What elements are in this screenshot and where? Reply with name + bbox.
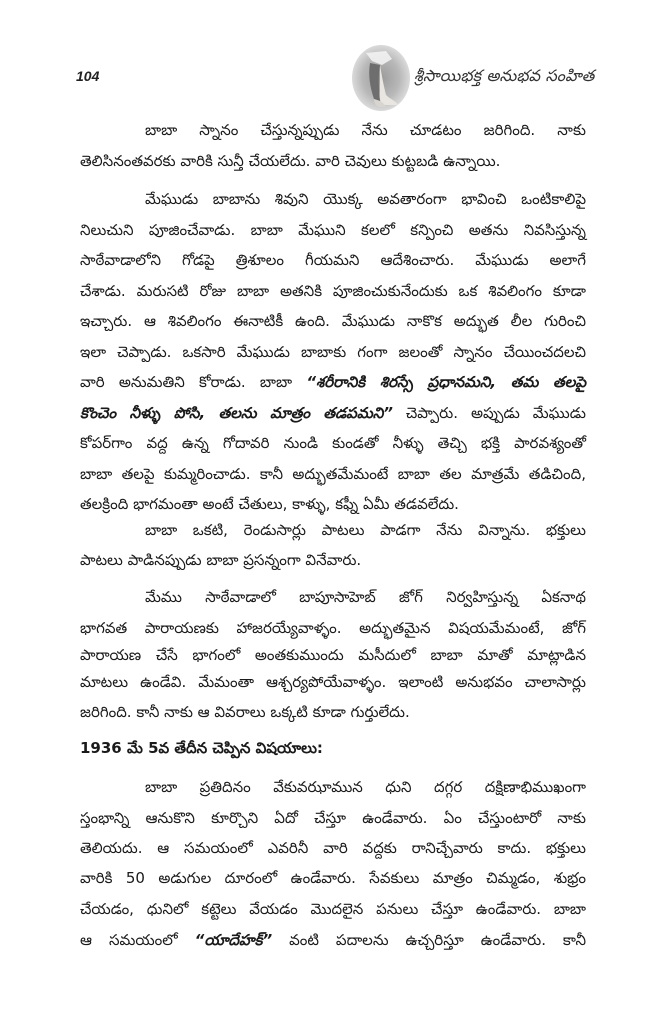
text-line: తెలిసినంతవరకు వారికి సున్తీ చేయలేదు. వారి చెవులు కుట్టబడి ఉన్నాయి.	[80, 152, 501, 170]
text-line: బాబా తలపై కుమ్మరించాడు. కానీ అద్భుతమేమంటే బాబా తల మాత్రమే తడిచింది,	[80, 465, 586, 483]
text-line: భాగవత పారాయణకు హాజరయ్యేవాళ్ళం. అద్భుతమైన విషయమేమంటే, జోగ్	[80, 619, 586, 637]
text-line: మేఘుడు బాబాను శివుని యొక్క అవతారంగా భావించి ఒంటికాలిపై	[145, 190, 586, 208]
text-line: తలక్రింది భాగమంతా అంటే చేతులు, కాళ్ళు, కఫ్నీ ఏమీ తడవలేదు.	[80, 495, 459, 513]
running-title: శ్రీసాయిభక్త అనుభవ సంహిత	[414, 66, 595, 85]
text-line: జరిగింది. కానీ నాకు ఆ వివరాలు ఒక్కటి కూడా గుర్తులేదు.	[80, 703, 410, 721]
text-segment: చెప్పారు. అప్పుడు మేఘుడు	[405, 404, 586, 422]
section-heading: 1936 మే 5వ తేదీన చెప్పిన విషయాలు:	[80, 739, 323, 757]
text-line: సాఠేవాడాలోని గోడపై త్రిశూలం గీయమని ఆదేశించారు. మేఘుడు అలాగే	[80, 251, 586, 269]
text-line: మాటలు ఉండేవి. మేమంతా ఆశ్చర్యపోయేవాళ్ళం. ఇలాంటి అనుభవం చాలాసార్లు	[80, 673, 586, 691]
text-line: ఇలా చెప్పాడు. ఒకసారి మేఘుడు బాబాకు గంగా జలంతో స్నానం చేయించదలచి	[80, 343, 586, 361]
text-line: చేయడం, ధునిలో కట్టెలు వేయడం మొదలైన పనులు చేస్తూ ఉండేవారు. బాబా	[80, 900, 586, 918]
text-line: బాబా ఒకటి, రెండుసార్లు పాటలు పాడగా నేను విన్నాను. భక్తులు	[145, 521, 586, 539]
text-line: మేము సాఠేవాడాలో బాపూసాహెబ్ జోగ్ నిర్వహిస్తున్న ఏకనాథ	[145, 588, 586, 606]
text-line: వారికి 50 అడుగుల దూరంలో ఉండేవారు. సేవకులు మాత్రం చిమ్మడం, శుభ్రం	[80, 869, 586, 887]
text-line: పాటలు పాడినప్పుడు బాబా ప్రసన్నంగా వినేవారు.	[80, 551, 362, 569]
text-line	[80, 403, 586, 423]
text-line: ఇచ్చారు. ఆ శివలింగం ఈనాటికీ ఉంది. మేఘుడు నాకొక అద్భుత లీల గురించి	[80, 312, 586, 330]
text-line: చేశాడు. మరుసటి రోజు బాబా అతనికి పూజించుకునేందుకు ఒక శివలింగం కూడా	[80, 282, 586, 300]
quote-text: “యాదేహక్”	[194, 931, 273, 949]
text-line: తెలియదు. ఆ సమయంలో ఎవరినీ వారి వద్దకు రానిచ్చేవారు కాదు. భక్తులు	[80, 839, 586, 857]
text-line: స్తంభాన్ని ఆనుకొని కూర్చొని ఏదో చేస్తూ ఉండేవారు. ఏం చేస్తుంటారో నాకు	[80, 809, 586, 827]
text-line	[80, 930, 586, 950]
text-line: పారాయణ చేసే భాగంలో అంతకుముందు మసీదులో బాబా మాతో మాట్లాడిన	[80, 646, 586, 664]
feet-emblem-icon	[352, 45, 410, 111]
text-line: నిలుచుని పూజించేవాడు. బాబా మేఘుని కలలో కన్పించి అతను నివసిస్తున్న	[80, 221, 586, 239]
quote-text: “శరీరానికి శిరస్సే ప్రధానమని, తమ తలపై	[306, 373, 586, 391]
text-line: బాబా ప్రతిదినం వేకువఝామున ధుని దగ్గర దక్షిణాభిముఖంగా	[145, 778, 586, 796]
text-line: బాబా స్నానం చేస్తున్నప్పుడు నేను చూడటం జరిగింది. నాకు	[145, 121, 586, 139]
page-number: 104	[76, 68, 100, 84]
quote-text: కొంచెం నీళ్ళు పోసి, తలను మాత్రం తడపమని”	[80, 404, 393, 422]
text-segment: ఆ సమయంలో	[80, 931, 178, 949]
text-segment: వంటి పదాలను ఉచ్చరిస్తూ ఉండేవారు. కానీ	[289, 931, 587, 949]
text-line	[80, 372, 586, 392]
text-segment: వారి అనుమతిని కోరాడు. బాబా	[80, 373, 293, 391]
text-line: కోపర్‌గాం వద్ద ఉన్న గోదావరి నుండి కుండతో నీళ్ళు తెచ్చి భక్తి పారవశ్యంతో	[80, 434, 586, 452]
